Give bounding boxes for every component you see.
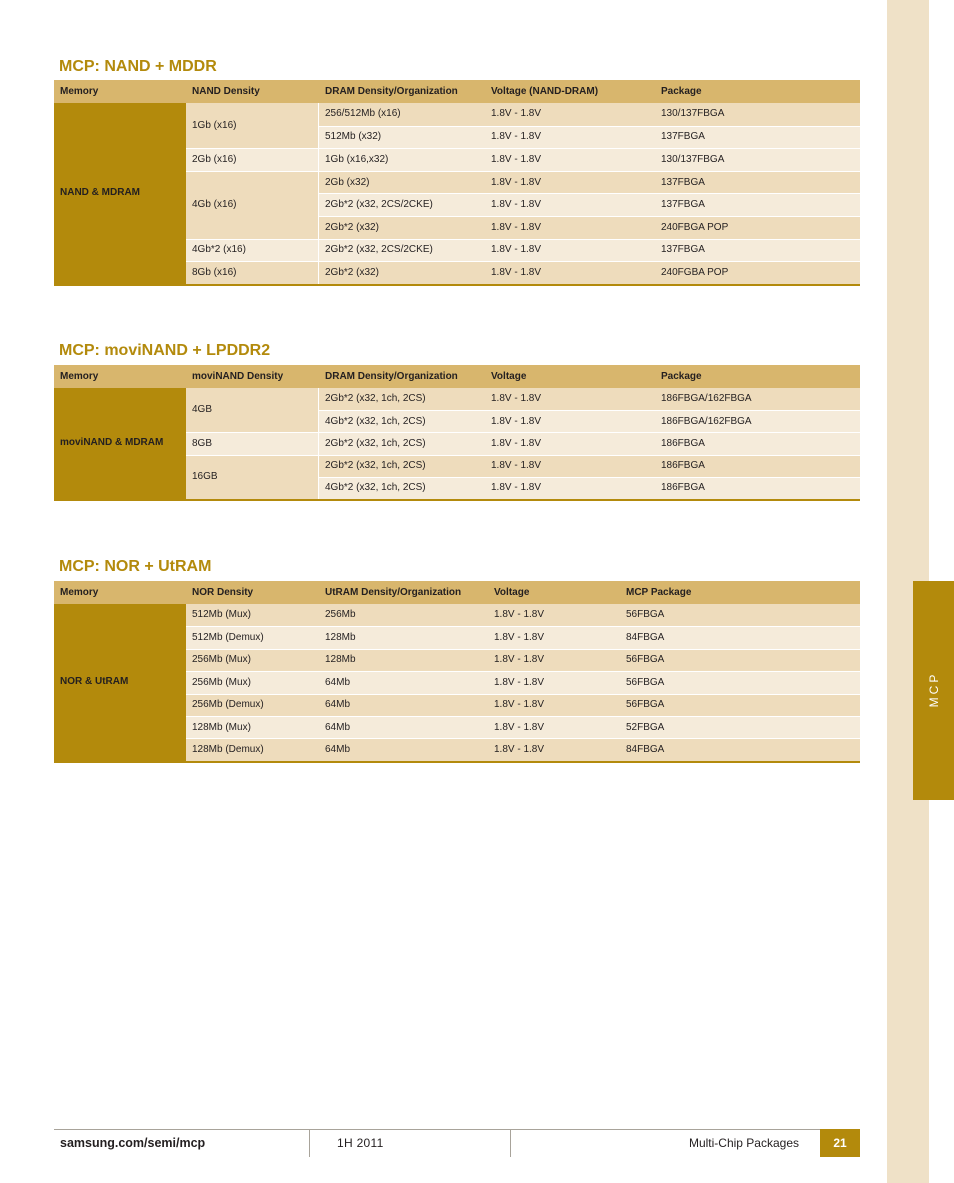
density-cell: 16GB — [186, 455, 319, 499]
package-cell: 137FBGA — [655, 239, 860, 262]
table-header-row — [54, 365, 860, 388]
organization-cell: 128Mb — [319, 649, 488, 671]
table-row — [54, 604, 860, 626]
table-row — [54, 103, 860, 126]
organization-cell: 2Gb*2 (x32, 1ch, 2CS) — [319, 388, 485, 410]
section-title-nand-mddr: MCP: NAND + MDDR — [59, 58, 217, 75]
table-movinand-lpddr2 — [54, 365, 860, 501]
package-cell: 186FBGA/162FBGA — [655, 388, 860, 410]
organization-cell: 64Mb — [319, 671, 488, 693]
organization-cell: 2Gb*2 (x32) — [319, 216, 485, 239]
footer-section-name: Multi-Chip Packages — [688, 1136, 799, 1150]
package-cell: 52FBGA — [620, 716, 860, 738]
footer-divider — [510, 1130, 511, 1157]
memory-type-cell: NOR & UtRAM — [54, 604, 186, 761]
section-tab-label: MCP — [926, 671, 941, 707]
header-voltage: Voltage — [488, 581, 620, 604]
package-cell: 186FBGA — [655, 455, 860, 477]
organization-cell: 512Mb (x32) — [319, 126, 485, 149]
density-cell: 4Gb*2 (x16) — [186, 239, 319, 262]
header-package: MCP Package — [620, 581, 860, 604]
package-cell: 56FBGA — [620, 604, 860, 626]
density-cell: 128Mb (Mux) — [186, 716, 319, 738]
voltage-cell: 1.8V - 1.8V — [485, 455, 655, 477]
organization-cell: 64Mb — [319, 738, 488, 760]
voltage-cell: 1.8V - 1.8V — [485, 477, 655, 499]
voltage-cell: 1.8V - 1.8V — [485, 410, 655, 432]
density-cell: 128Mb (Demux) — [186, 738, 319, 760]
package-cell: 186FBGA/162FBGA — [655, 410, 860, 432]
header-package: Package — [655, 365, 860, 388]
package-cell: 137FBGA — [655, 193, 860, 216]
voltage-cell: 1.8V - 1.8V — [485, 148, 655, 171]
memory-type-cell: NAND & MDRAM — [54, 103, 186, 284]
organization-cell: 2Gb*2 (x32, 1ch, 2CS) — [319, 455, 485, 477]
header-package: Package — [655, 80, 860, 103]
organization-cell: 2Gb*2 (x32, 2CS/2CKE) — [319, 193, 485, 216]
organization-cell: 128Mb — [319, 626, 488, 648]
density-cell: 4GB — [186, 388, 319, 432]
density-cell: 512Mb (Mux) — [186, 604, 319, 626]
header-memory: Memory — [54, 365, 186, 388]
package-cell: 130/137FBGA — [655, 103, 860, 126]
organization-cell: 64Mb — [319, 716, 488, 738]
section-title-movinand-lpddr2: MCP: moviNAND + LPDDR2 — [59, 342, 271, 359]
voltage-cell: 1.8V - 1.8V — [485, 261, 655, 284]
voltage-cell: 1.8V - 1.8V — [485, 103, 655, 126]
organization-cell: 2Gb*2 (x32, 1ch, 2CS) — [319, 432, 485, 454]
footer-divider — [309, 1130, 310, 1157]
organization-cell: 2Gb (x32) — [319, 171, 485, 194]
voltage-cell: 1.8V - 1.8V — [488, 649, 620, 671]
density-cell: 1Gb (x16) — [186, 103, 319, 148]
package-cell: 56FBGA — [620, 671, 860, 693]
page-number: 21 — [820, 1129, 860, 1157]
density-cell: 256Mb (Mux) — [186, 671, 319, 693]
voltage-cell: 1.8V - 1.8V — [485, 432, 655, 454]
header-organization: UtRAM Density/Organization — [319, 581, 488, 604]
package-cell: 240FBGA POP — [655, 216, 860, 239]
header-density: NOR Density — [186, 581, 319, 604]
voltage-cell: 1.8V - 1.8V — [488, 738, 620, 760]
voltage-cell: 1.8V - 1.8V — [485, 171, 655, 194]
package-cell: 84FBGA — [620, 626, 860, 648]
voltage-cell: 1.8V - 1.8V — [488, 626, 620, 648]
table-nand-mddr — [54, 80, 860, 286]
header-memory: Memory — [54, 80, 186, 103]
voltage-cell: 1.8V - 1.8V — [488, 671, 620, 693]
organization-cell: 4Gb*2 (x32, 1ch, 2CS) — [319, 410, 485, 432]
table-nor-utram — [54, 581, 860, 763]
package-cell: 186FBGA — [655, 477, 860, 499]
package-cell: 240FGBA POP — [655, 261, 860, 284]
organization-cell: 64Mb — [319, 694, 488, 716]
header-memory: Memory — [54, 581, 186, 604]
voltage-cell: 1.8V - 1.8V — [485, 216, 655, 239]
density-cell: 8GB — [186, 432, 319, 454]
voltage-cell: 1.8V - 1.8V — [488, 604, 620, 626]
table-header-row — [54, 80, 860, 103]
header-voltage: Voltage (NAND-DRAM) — [485, 80, 655, 103]
voltage-cell: 1.8V - 1.8V — [488, 694, 620, 716]
voltage-cell: 1.8V - 1.8V — [485, 126, 655, 149]
package-cell: 186FBGA — [655, 432, 860, 454]
organization-cell: 256/512Mb (x16) — [319, 103, 485, 126]
package-cell: 137FBGA — [655, 171, 860, 194]
header-organization: DRAM Density/Organization — [319, 365, 485, 388]
section-title-nor-utram: MCP: NOR + UtRAM — [59, 558, 212, 575]
voltage-cell: 1.8V - 1.8V — [485, 388, 655, 410]
voltage-cell: 1.8V - 1.8V — [485, 193, 655, 216]
organization-cell: 256Mb — [319, 604, 488, 626]
package-cell: 84FBGA — [620, 738, 860, 760]
organization-cell: 1Gb (x16,x32) — [319, 148, 485, 171]
density-cell: 256Mb (Mux) — [186, 649, 319, 671]
organization-cell: 2Gb*2 (x32) — [319, 261, 485, 284]
page-footer — [54, 1129, 860, 1157]
organization-cell: 2Gb*2 (x32, 2CS/2CKE) — [319, 239, 485, 262]
footer-site-url: samsung.com/semi/mcp — [60, 1136, 206, 1150]
memory-type-cell: moviNAND & MDRAM — [54, 388, 186, 499]
footer-edition: 1H 2011 — [337, 1136, 384, 1150]
organization-cell: 4Gb*2 (x32, 1ch, 2CS) — [319, 477, 485, 499]
voltage-cell: 1.8V - 1.8V — [485, 239, 655, 262]
package-cell: 56FBGA — [620, 649, 860, 671]
table-row — [54, 388, 860, 410]
header-density: NAND Density — [186, 80, 319, 103]
table-header-row — [54, 581, 860, 604]
header-density: moviNAND Density — [186, 365, 319, 388]
density-cell: 2Gb (x16) — [186, 148, 319, 171]
package-cell: 130/137FBGA — [655, 148, 860, 171]
header-voltage: Voltage — [485, 365, 655, 388]
section-tab — [913, 581, 954, 800]
header-organization: DRAM Density/Organization — [319, 80, 485, 103]
voltage-cell: 1.8V - 1.8V — [488, 716, 620, 738]
density-cell: 4Gb (x16) — [186, 171, 319, 239]
density-cell: 256Mb (Demux) — [186, 694, 319, 716]
density-cell: 8Gb (x16) — [186, 261, 319, 284]
package-cell: 56FBGA — [620, 694, 860, 716]
density-cell: 512Mb (Demux) — [186, 626, 319, 648]
package-cell: 137FBGA — [655, 126, 860, 149]
